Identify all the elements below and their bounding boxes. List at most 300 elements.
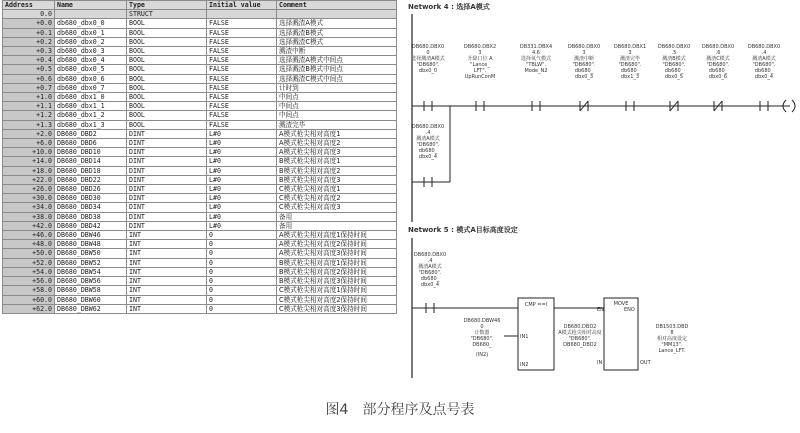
name-cell: DB680_DBD2 [55,129,127,138]
name-cell: db680_dbx1_0 [55,93,127,102]
address-cell: +1.1 [3,102,55,111]
db680-symbol-table [2,0,398,374]
address-line: 3 [628,50,632,56]
address-line: dbx0_0 [418,68,438,74]
initial-value-cell: L#0 [207,194,277,203]
name-cell: DB680_DBD10 [55,148,127,157]
initial-value-cell [207,10,277,19]
comment-cell: 中间点 [277,93,397,102]
in1-pin: IN1 [520,334,529,340]
address-line: "DB680". [618,62,642,68]
address-line: 溅渣中断 [573,56,595,62]
network-5 [412,238,689,378]
name-cell: DB680_DBW52 [55,258,127,267]
address-cell: +56.0 [3,277,55,286]
contact-label [614,44,646,80]
address-line: Mode_N2 [524,68,548,74]
address-line: (IN2) [475,352,489,358]
address-line: 选择氧气模式 [520,56,552,62]
comment-cell: A模式枪尖相对高度2 [277,139,397,148]
cmp-title: CMP ==I [524,302,548,308]
address-cell: +14.0 [3,157,55,166]
table-row [3,277,397,286]
address-line: 溅渣完毕 [619,56,641,62]
type-cell: BOOL [127,111,207,120]
table-body [3,10,397,314]
parallel-branch [412,106,450,187]
comment-cell: B模式枪尖相对高度3保持时间 [277,277,397,286]
type-cell: BOOL [127,93,207,102]
name-cell: db680_dbx0_4 [55,56,127,65]
comment-cell: 中间点 [277,102,397,111]
address-line: 溅渣C模式 [706,56,730,62]
comment-cell: 选择溅渣B模式中间点 [277,65,397,74]
table-row [3,129,397,138]
figure-caption: 图4 部分程序及点号表 [325,402,475,418]
comment-cell: 中间点 [277,111,397,120]
table-row [3,102,397,111]
name-cell: DB680_DBD18 [55,166,127,175]
address-cell: +18.0 [3,166,55,175]
initial-value-cell: 0 [207,277,277,286]
address-cell: +0.0 [3,19,55,28]
type-cell: BOOL [127,65,207,74]
name-cell: db680_dbx0_2 [55,37,127,46]
address-cell: +50.0 [3,249,55,258]
address-line: db680_ [708,68,728,74]
table-row [3,37,397,46]
address-line: "DB680". [418,270,442,276]
type-cell: INT [127,267,207,276]
initial-value-cell: FALSE [207,120,277,129]
initial-value-cell: FALSE [207,28,277,37]
name-cell: db680_dbx0_5 [55,65,127,74]
type-cell: DINT [127,166,207,175]
initial-value-cell: L#0 [207,185,277,194]
address-cell: +52.0 [3,258,55,267]
contact-a-mode [414,252,446,313]
en-pin: EN [597,307,604,313]
address-line: UpRunConM [464,74,496,80]
table-row [3,74,397,83]
table-row [3,166,397,175]
table-row [3,19,397,28]
comment-cell: C模式枪尖相对高度1 [277,185,397,194]
initial-value-cell: FALSE [207,93,277,102]
table-row [3,175,397,184]
comment-cell: 溅渣中断 [277,47,397,56]
address-line: .4 [425,130,431,136]
type-cell: DINT [127,148,207,157]
initial-value-cell: FALSE [207,111,277,120]
address-cell: +34.0 [3,203,55,212]
type-cell: DINT [127,203,207,212]
address-cell: +0.6 [3,74,55,83]
name-cell: db680_dbx1_1 [55,102,127,111]
address-line: "Lance_ [470,62,490,68]
out-operand [656,324,689,354]
table-row [3,221,397,230]
name-cell: db680_dbx0_1 [55,28,127,37]
address-line: .6 [715,50,721,56]
table-row [3,185,397,194]
coil-right [792,100,795,112]
in2-pin: IN2 [520,362,529,368]
address-cell: +62.0 [3,304,55,313]
address-line: 3 [582,50,586,56]
table-row [3,212,397,221]
type-cell: BOOL [127,28,207,37]
address-line: dbx0_3 [574,74,594,80]
contact-label [568,44,600,80]
table-header-row [3,1,397,10]
address-cell: +10.0 [3,148,55,157]
type-cell: DINT [127,212,207,221]
address-cell: +6.0 [3,139,55,148]
comment-cell: 备用 [277,212,397,221]
initial-value-cell: L#0 [207,212,277,221]
address-line: 相对高度设定 [656,336,688,342]
address-line: .4 [761,50,767,56]
type-cell: INT [127,286,207,295]
comment-cell: 计时到 [277,83,397,92]
network-4 [411,14,795,222]
column-header: Name [55,1,127,10]
type-cell: DINT [127,221,207,230]
move-title: MOVE [613,301,629,307]
name-cell: DB680_DBW56 [55,277,127,286]
address-cell: 0.0 [3,10,55,19]
initial-value-cell: L#0 [207,166,277,175]
table-row [3,194,397,203]
initial-value-cell: L#0 [207,139,277,148]
initial-value-cell: L#0 [207,157,277,166]
initial-value-cell: FALSE [207,102,277,111]
address-line: DB331.DBX4 [519,44,553,50]
table-row [3,203,397,212]
address-line: "MM13". [661,342,683,348]
table-row [3,139,397,148]
name-cell: DB680_DBW60 [55,295,127,304]
address-cell: +0.1 [3,28,55,37]
address-line: "DB680". [568,336,592,342]
comment-cell: A模式枪尖相对高度1 [277,129,397,138]
type-cell: BOOL [127,74,207,83]
type-cell: STRUCT [127,10,207,19]
initial-value-cell: FALSE [207,65,277,74]
address-cell: +48.0 [3,240,55,249]
address-line: "DB680". [470,336,494,342]
address-line: DB680.DBX0 [747,44,781,50]
comment-cell: 选择溅渣C模式 [277,37,397,46]
address-line: DB680.DBX0 [411,44,445,50]
column-header: Initial value [207,1,277,10]
comment-cell: B模式枪尖相对高度2 [277,166,397,175]
comment-cell: 备用 [277,221,397,230]
address-line: "DB680". [572,62,596,68]
contact-5 [658,44,690,111]
in2-operand-stub [476,352,488,358]
in-pin: IN [597,360,603,366]
comment-cell: B模式枪尖相对高度2保持时间 [277,267,397,276]
name-cell [55,10,127,19]
initial-value-cell: FALSE [207,56,277,65]
address-line: db680_ [418,148,438,154]
address-line: DB680.DBX1 [613,44,647,50]
table-row [3,93,397,102]
address-cell: +1.0 [3,93,55,102]
address-line: DB680_DBD2 [563,342,597,348]
table-row [3,83,397,92]
comment-cell: C模式枪尖相对高度2保持时间 [277,295,397,304]
comment-cell: 选择溅渣B模式 [277,28,397,37]
table-row [3,47,397,56]
contact-4 [614,44,646,111]
address-line: DB680.DBX0 [413,252,447,258]
name-cell: DB680_DBW62 [55,304,127,313]
initial-value-cell: FALSE [207,19,277,28]
table-row [3,111,397,120]
initial-value-cell: L#0 [207,175,277,184]
address-cell: +22.0 [3,175,55,184]
column-header: Type [127,1,207,10]
address-cell: +0.7 [3,83,55,92]
address-cell: +60.0 [3,295,55,304]
address-line: 溅渣A模式 [418,264,442,270]
address-line: dbx0_6 [708,74,728,80]
address-line: DB680_ [472,342,492,348]
table-row [3,10,397,19]
contact-label [464,44,496,80]
ladder-diagram [408,0,800,380]
contact-1 [464,44,496,111]
contact-label [658,44,690,80]
type-cell: BOOL [127,120,207,129]
address-line: DB680.DBX0 [411,124,445,130]
address-line: DB680.DBX0 [567,44,601,50]
comment-cell: 选择溅渣C模式中间点 [277,74,397,83]
initial-value-cell: L#0 [207,129,277,138]
comment-cell: A模式枪尖相对高度2保持时间 [277,240,397,249]
contact-0 [411,44,444,111]
comment-cell: B模式枪尖相对高度1 [277,157,397,166]
comment-cell: C模式枪尖相对高度3 [277,203,397,212]
initial-value-cell: L#0 [207,221,277,230]
table-row [3,120,397,129]
address-line: 选择溅渣A模式 [411,56,445,62]
initial-value-cell: FALSE [207,47,277,56]
name-cell: DB680_DBW48 [55,240,127,249]
address-line: 溅渣B模式 [662,56,686,62]
type-cell: DINT [127,175,207,184]
type-cell: INT [127,258,207,267]
table-row [3,157,397,166]
initial-value-cell: 0 [207,267,277,276]
address-cell: +54.0 [3,267,55,276]
address-line: DB680.DBW46 [463,318,501,324]
contact-label [414,252,446,288]
table-row [3,65,397,74]
table-row [3,231,397,240]
address-line: db680_ [754,68,774,74]
name-cell: DB680_DBD22 [55,175,127,184]
address-cell: +2.0 [3,129,55,138]
address-line: DB680.DBD2 [563,324,597,330]
cmp-block [504,298,554,370]
address-cell: +0.5 [3,65,55,74]
comment-cell [277,10,397,19]
eno-pin: ENO [624,307,635,313]
name-cell: db680_dbx1_2 [55,111,127,120]
address-line: 升降口位 A [467,56,493,62]
name-cell: db680_dbx0_6 [55,74,127,83]
initial-value-cell: 0 [207,231,277,240]
type-cell: INT [127,240,207,249]
in2-operand [558,324,601,348]
name-cell: DB680_DBD26 [55,185,127,194]
initial-value-cell: FALSE [207,74,277,83]
contact-label [520,44,552,74]
address-line: "TBLW". [526,62,546,68]
address-cell: +0.4 [3,56,55,65]
comment-cell: B模式枪尖相对高度1保持时间 [277,258,397,267]
name-cell: DB680_DBW54 [55,267,127,276]
type-cell: BOOL [127,37,207,46]
address-line: "DB680". [662,62,686,68]
address-cell: +0.2 [3,37,55,46]
name-cell: db680_dbx0_3 [55,47,127,56]
network-4-title: Network 4 : 选择A模式 [408,3,490,11]
type-cell: DINT [127,194,207,203]
type-cell: DINT [127,157,207,166]
initial-value-cell: 0 [207,286,277,295]
comment-cell: C模式枪尖相对高度1保持时间 [277,286,397,295]
address-line: db680_ [420,276,440,282]
address-line: 计数器 [474,330,490,336]
type-cell: BOOL [127,83,207,92]
comment-cell: C模式枪尖相对高度3保持时间 [277,304,397,313]
address-line: dbx0_4 [418,154,438,160]
comment-cell: 选择溅渣A模式 [277,19,397,28]
name-cell: DB680_DBW46 [55,231,127,240]
table-row [3,56,397,65]
type-cell: BOOL [127,56,207,65]
address-line: 0 [426,50,430,56]
table-row [3,240,397,249]
address-line: dbx0_5 [664,74,684,80]
name-cell: DB680_DBD38 [55,212,127,221]
address-line: 4.6 [532,50,540,56]
column-header: Comment [277,1,397,10]
type-cell: DINT [127,129,207,138]
branch-label [412,124,444,160]
contact-7 [748,44,780,111]
name-cell: db680_dbx1_3 [55,120,127,129]
in1-operand [464,318,501,348]
table-row [3,148,397,157]
initial-value-cell: 0 [207,249,277,258]
address-line: Lance_LFT. [658,348,686,354]
address-cell: +58.0 [3,286,55,295]
address-line: DB680.DBX0 [701,44,735,50]
table-row [3,295,397,304]
type-cell: BOOL [127,102,207,111]
initial-value-cell: 0 [207,240,277,249]
address-cell: +38.0 [3,212,55,221]
name-cell: DB680_DBD42 [55,221,127,230]
address-line: db680_ [620,68,640,74]
initial-value-cell: FALSE [207,37,277,46]
address-line: DB680.DBX2 [463,44,497,50]
comment-cell: C模式枪尖相对高度2 [277,194,397,203]
address-line: DB1503.DBD [655,324,689,330]
table-row [3,304,397,313]
contact-label [411,44,444,74]
type-cell: DINT [127,139,207,148]
address-line: 3 [478,50,482,56]
address-cell: +42.0 [3,221,55,230]
address-cell: +1.2 [3,111,55,120]
address-line: LFT". [473,68,487,74]
address-cell: +30.0 [3,194,55,203]
type-cell: BOOL [127,47,207,56]
table-row [3,286,397,295]
contact-3 [568,44,600,111]
comment-cell: A模式枪尖相对高度1保持时间 [277,231,397,240]
column-header: Address [3,1,55,10]
comment-cell: B模式枪尖相对高度3 [277,175,397,184]
name-cell: DB680_DBW58 [55,286,127,295]
contact-label [702,44,734,80]
out-pin: OUT [640,360,651,366]
address-cell: +26.0 [3,185,55,194]
name-cell: db680_dbx0_7 [55,83,127,92]
address-line: A模式枪尖相对高度 [558,330,602,336]
type-cell: DINT [127,185,207,194]
comment-cell: A模式枪尖相对高度3 [277,148,397,157]
name-cell: DB680_DBD30 [55,194,127,203]
network-5-title: Network 5 : 模式A目标高度设定 [408,226,518,234]
name-cell: DB680_DBD14 [55,157,127,166]
address-cell: +0.3 [3,47,55,56]
address-cell: +46.0 [3,231,55,240]
address-line: DB680.DBX0 [657,44,691,50]
address-line: "DB680". [416,142,440,148]
address-line: "DB680". [416,62,440,68]
table-row [3,28,397,37]
comment-cell: 选择溅渣A模式中间点 [277,56,397,65]
type-cell: INT [127,295,207,304]
type-cell: BOOL [127,19,207,28]
type-cell: INT [127,304,207,313]
type-cell: INT [127,231,207,240]
name-cell: db680_dbx0_0 [55,19,127,28]
address-line: "DB680". [706,62,730,68]
address-line: db680_ [574,68,594,74]
contact-label [748,44,780,80]
address-line: .5 [671,50,677,56]
initial-value-cell: 0 [207,258,277,267]
address-line: dbx0_4 [754,74,774,80]
address-line: 0 [480,324,484,330]
initial-value-cell: L#0 [207,203,277,212]
contact-2 [520,44,552,111]
initial-value-cell: L#0 [207,148,277,157]
initial-value-cell: 0 [207,295,277,304]
initial-value-cell: 0 [207,304,277,313]
move-block [597,298,652,370]
address-line: 8 [670,330,674,336]
